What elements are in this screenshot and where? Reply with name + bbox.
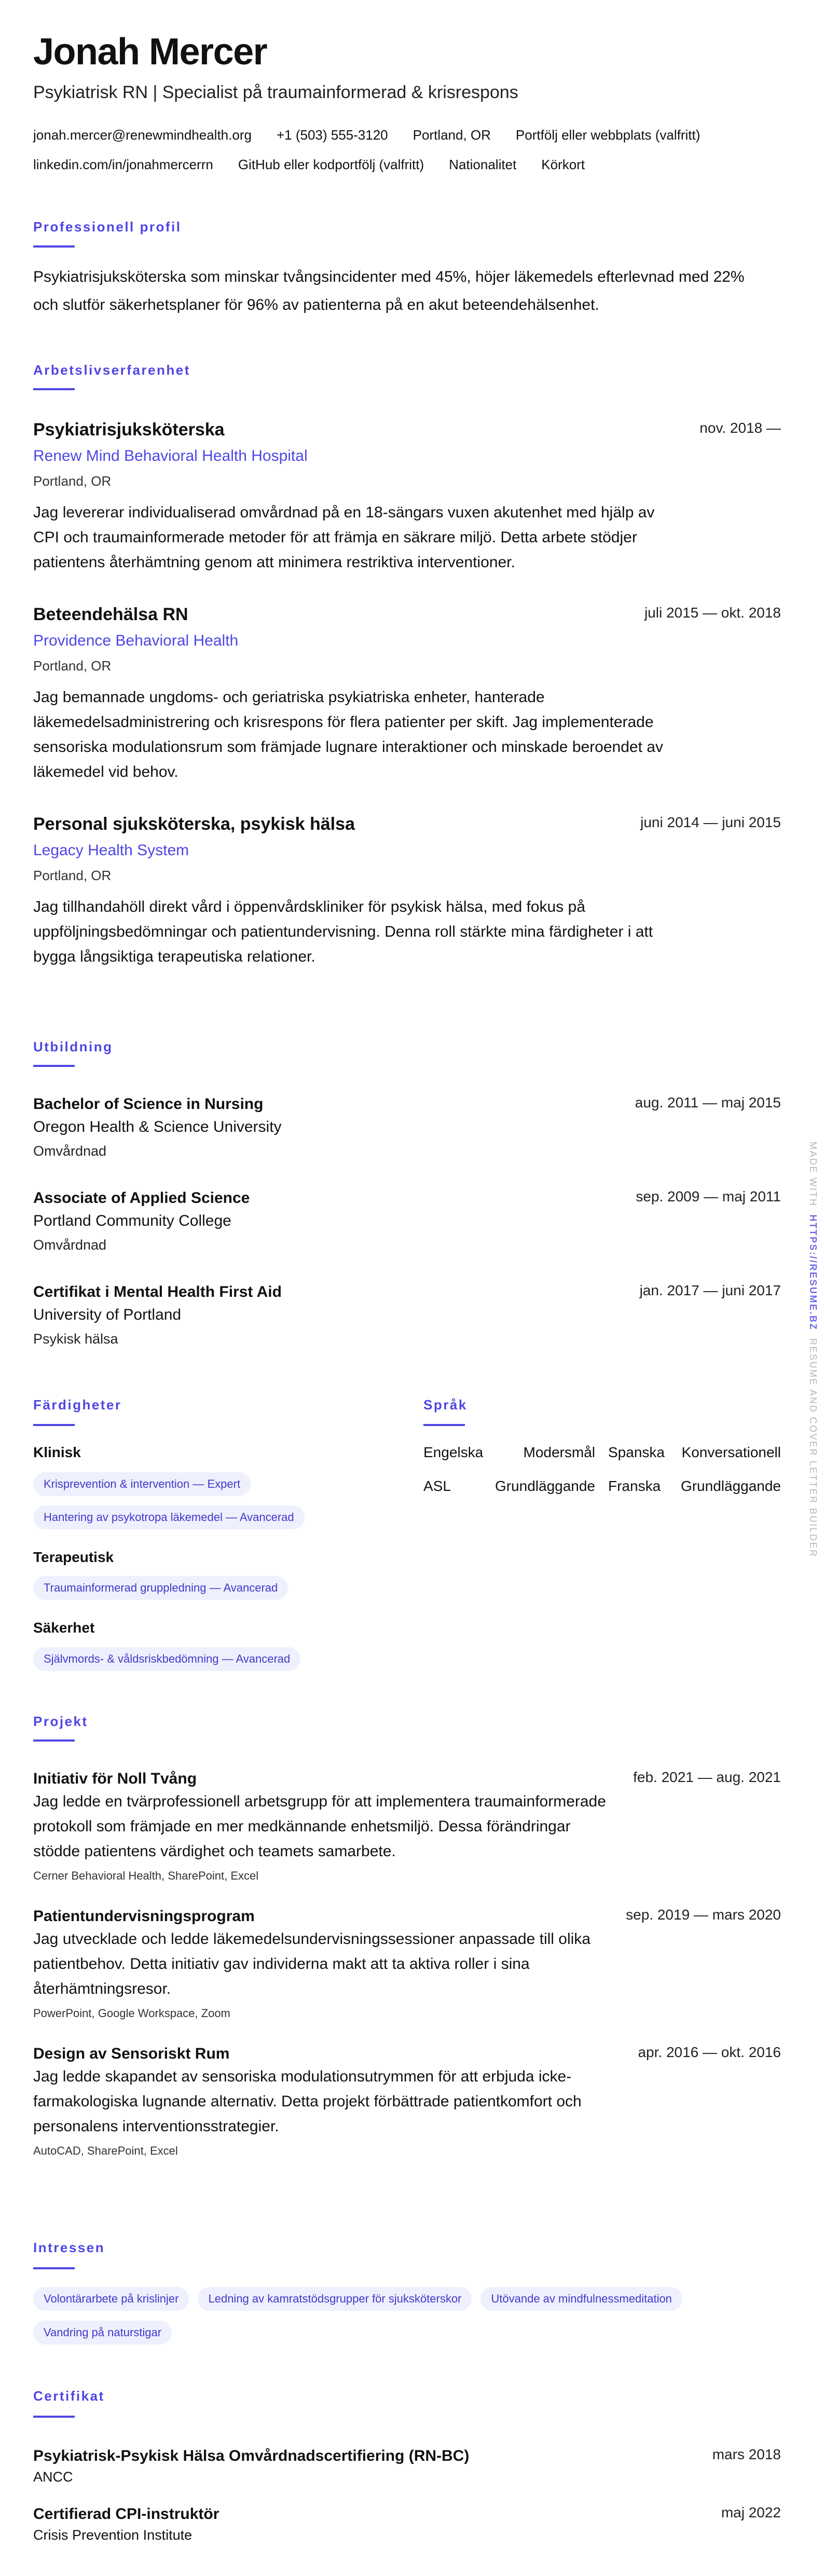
project-description: Jag ledde skapandet av sensoriska modulationsutrymmen för att erbjuda icke-farmakologiska lugnande alternativ. Detta projekt förbättrade patientkomfort och personalens interventionsstrategier. xyxy=(33,2068,582,2135)
job-date: nov. 2018 — xyxy=(699,420,781,436)
language-name: Spanska xyxy=(608,1444,665,1460)
interest-chip: Utövande av mindfulnessmeditation xyxy=(480,2287,682,2311)
job-location: Portland, OR xyxy=(33,658,112,674)
education-entry xyxy=(33,1282,781,1376)
job-description: Jag tillhandahöll direkt vård i öppenvårdskliniker för psykisk hälsa, med fokus på uppföljningsbedömningar och patientundervisning. Denna roll stärkte mina färdigheter i att bygga långsiktiga terapeutiska relationer. xyxy=(33,898,653,965)
education-school: Portland Community College xyxy=(33,1212,231,1229)
certificate-date: maj 2022 xyxy=(721,2504,781,2520)
job-entry xyxy=(33,419,781,575)
education-field: Psykisk hälsa xyxy=(33,1331,118,1347)
interest-list xyxy=(33,2287,781,2345)
candidate-name: Jonah Mercer xyxy=(33,31,267,73)
project-title: Initiativ för Noll Tvång xyxy=(33,1770,197,1787)
education-list xyxy=(33,1094,781,1376)
job-location: Portland, OR xyxy=(33,868,112,883)
language-level: Grundläggande xyxy=(680,1478,781,1494)
project-date: sep. 2019 — mars 2020 xyxy=(626,1907,781,1923)
project-description: Jag utvecklade och ledde läkemedelsundervisningssessioner anpassade till olika patientbehov. Detta initiativ gav individerna makt att ta aktiva roller i sina återhämtningsresor. xyxy=(33,1930,590,1997)
job-entry xyxy=(33,604,781,785)
skill-chip: Krisprevention & intervention — Expert xyxy=(33,1472,251,1496)
job-company: Providence Behavioral Health xyxy=(33,632,239,649)
skill-category: Klinisk xyxy=(33,1444,81,1460)
section-divider xyxy=(33,1739,75,1742)
contact-phone[interactable]: +1 (503) 555-3120 xyxy=(276,127,388,143)
language-name: Engelska xyxy=(423,1444,484,1460)
certificate-entry xyxy=(33,2504,781,2562)
project-title: Patientundervisningsprogram xyxy=(33,1908,255,1925)
skill-category: Terapeutisk xyxy=(33,1549,114,1565)
contact-portfolio[interactable]: Portfölj eller webbplats (valfritt) xyxy=(515,127,701,143)
section-divider xyxy=(33,388,75,390)
certificate-date: mars 2018 xyxy=(712,2446,781,2462)
section-heading-certificates: Certifikat xyxy=(33,2388,105,2404)
project-entry xyxy=(33,1906,781,2022)
section-heading-profile: Professionell profil xyxy=(33,219,182,235)
project-date: feb. 2021 — aug. 2021 xyxy=(633,1769,781,1785)
skill-chip: Självmords- & våldsriskbedömning — Avancerad xyxy=(33,1647,300,1671)
education-field: Omvårdnad xyxy=(33,1237,107,1253)
watermark-link[interactable]: HTTPS://RESUME.BZ xyxy=(808,1214,818,1331)
education-date: jan. 2017 — juni 2017 xyxy=(639,1282,781,1298)
contact-github[interactable]: GitHub eller kodportfölj (valfritt) xyxy=(238,157,424,172)
certificate-issuer: Crisis Prevention Institute xyxy=(33,2527,193,2543)
project-list xyxy=(33,1769,781,2159)
section-divider xyxy=(423,1424,465,1426)
skill-category: Säkerhet xyxy=(33,1620,95,1636)
interest-chip: Ledning av kamratstödsgrupper för sjuksköterskor xyxy=(198,2287,472,2311)
education-date: aug. 2011 — maj 2015 xyxy=(635,1094,781,1111)
section-heading-education: Utbildning xyxy=(33,1039,113,1054)
language-level: Grundläggande xyxy=(495,1478,595,1494)
education-school: Oregon Health & Science University xyxy=(33,1118,282,1135)
project-date: apr. 2016 — okt. 2016 xyxy=(638,2044,781,2060)
project-title: Design av Sensoriskt Rum xyxy=(33,2045,230,2062)
interest-chip: Vandring på naturstigar xyxy=(33,2321,172,2345)
watermark-prefix: MADE WITH xyxy=(808,1142,818,1207)
contact-linkedin[interactable]: linkedin.com/in/jonahmercerrn xyxy=(33,157,213,172)
contact-row xyxy=(33,128,781,142)
contact-email[interactable]: jonah.mercer@renewmindhealth.org xyxy=(33,127,252,143)
profile-summary: Psykiatrisjuksköterska som minskar tvångsincidenter med 45%, höjer läkemedels efterlevnad med 22% och slutför säkerhetsplaner för 96% av patienterna på en akut beteendehälsenhet. xyxy=(33,268,745,313)
section-heading-experience: Arbetslivserfarenhet xyxy=(33,362,190,378)
project-entry xyxy=(33,1769,781,1884)
section-divider xyxy=(33,2416,75,2418)
section-divider xyxy=(33,1424,75,1426)
job-title: Personal sjuksköterska, psykisk hälsa xyxy=(33,814,355,834)
section-heading-languages: Språk xyxy=(423,1397,468,1413)
job-company: Renew Mind Behavioral Health Hospital xyxy=(33,447,308,464)
certificate-entry xyxy=(33,2446,781,2504)
language-name: Franska xyxy=(608,1478,661,1494)
skill-chip: Traumainformerad gruppledning — Avancerad xyxy=(33,1576,288,1600)
education-entry xyxy=(33,1094,781,1188)
interest-chip: Volontärarbete på krislinjer xyxy=(33,2287,189,2311)
education-entry xyxy=(33,1188,781,1282)
contact-nationality: Nationalitet xyxy=(449,157,517,172)
section-divider xyxy=(33,2267,75,2269)
contact-license: Körkort xyxy=(541,157,585,172)
candidate-title: Psykiatrisk RN | Specialist på traumainformerad & krisrespons xyxy=(33,83,518,102)
certificate-issuer: ANCC xyxy=(33,2469,73,2485)
language-level: Modersmål xyxy=(523,1444,595,1460)
project-tech: AutoCAD, SharePoint, Excel xyxy=(33,2144,178,2157)
education-school: University of Portland xyxy=(33,1306,182,1323)
education-degree: Associate of Applied Science xyxy=(33,1189,250,1207)
education-field: Omvårdnad xyxy=(33,1143,107,1159)
job-date: juli 2015 — okt. 2018 xyxy=(644,605,781,621)
section-divider xyxy=(33,245,75,248)
project-tech: Cerner Behavioral Health, SharePoint, Excel xyxy=(33,1869,259,1882)
section-divider xyxy=(33,1065,75,1067)
project-entry xyxy=(33,2044,781,2159)
job-entry xyxy=(33,814,781,969)
education-degree: Certifikat i Mental Health First Aid xyxy=(33,1283,282,1300)
project-tech: PowerPoint, Google Workspace, Zoom xyxy=(33,2007,230,2020)
job-title: Psykiatrisjuksköterska xyxy=(33,420,225,440)
job-description: Jag bemannade ungdoms- och geriatriska psykiatriska enheter, hanterade läkemedelsadministrering och krisrespons för flera patienter per skift. Jag implementerade sensoriska modulationsrum som främjade lugnare interaktioner och minskade beroendet av läkemedel vid behov. xyxy=(33,689,663,780)
education-date: sep. 2009 — maj 2011 xyxy=(636,1188,781,1204)
education-degree: Bachelor of Science in Nursing xyxy=(33,1095,264,1113)
watermark-suffix: RESUME AND COVER LETTER BUILDER xyxy=(808,1338,818,1558)
language-name: ASL xyxy=(423,1478,451,1494)
certificate-list xyxy=(33,2446,781,2562)
job-date: juni 2014 — juni 2015 xyxy=(640,814,781,830)
contact-row xyxy=(33,158,781,171)
language-level: Konversationell xyxy=(681,1444,781,1460)
job-company: Legacy Health System xyxy=(33,842,189,859)
job-location: Portland, OR xyxy=(33,473,112,489)
contact-location: Portland, OR xyxy=(413,127,491,143)
certificate-title: Certifierad CPI-instruktör xyxy=(33,2505,219,2523)
section-heading-skills: Färdigheter xyxy=(33,1397,122,1413)
certificate-title: Psykiatrisk-Psykisk Hälsa Omvårdnadscertifiering (RN-BC) xyxy=(33,2447,470,2464)
job-description: Jag levererar individualiserad omvårdnad på en 18-sängars vuxen akutenhet med hjälp av CPI och traumainformerade metoder för att främja en säkrare miljö. Detta arbete stödjer patientens återhämtning genom att minimera restriktiva interventioner. xyxy=(33,504,655,571)
watermark xyxy=(807,1142,818,1558)
project-description: Jag ledde en tvärprofessionell arbetsgrupp för att implementera traumainformerade protokoll som främjade en mer medkännande enhetsmiljö. Dessa förändringar stödde patientens värdighet och teamets samarbete. xyxy=(33,1793,606,1860)
section-heading-projects: Projekt xyxy=(33,1714,88,1729)
job-title: Beteendehälsa RN xyxy=(33,605,188,624)
skill-chip: Hantering av psykotropa läkemedel — Avancerad xyxy=(33,1505,305,1529)
experience-list xyxy=(33,419,781,969)
section-heading-interests: Intressen xyxy=(33,2240,105,2255)
